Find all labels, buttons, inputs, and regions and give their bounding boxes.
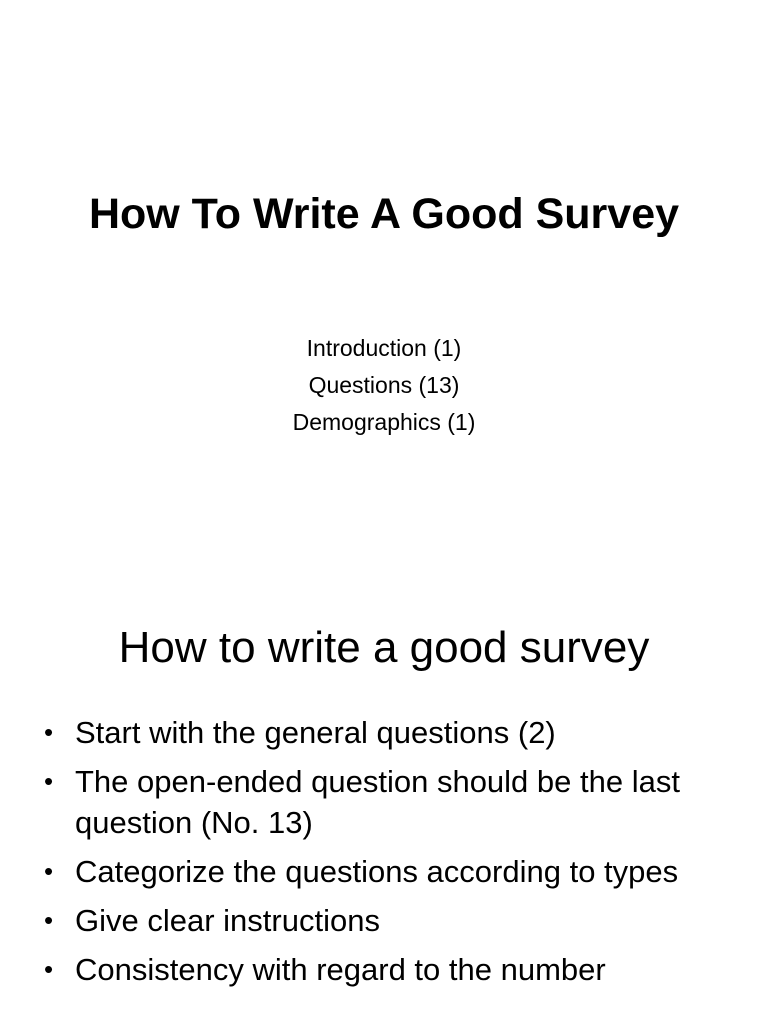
bullet-dot-icon: • xyxy=(44,766,54,796)
slide-2-bullet-list xyxy=(0,712,768,998)
bullet-item xyxy=(0,949,768,990)
bullet-dot-icon: • xyxy=(44,717,54,747)
bullet-dot-icon: • xyxy=(44,954,54,984)
bullet-text: The open-ended question should be the last question (No. 13) xyxy=(75,764,680,840)
contents-item-questions: Questions (13) xyxy=(308,372,460,398)
bullet-text: Give clear instructions xyxy=(75,903,380,938)
bullet-item xyxy=(0,712,768,753)
bullet-item xyxy=(0,761,768,843)
bullet-text: Categorize the questions according to types xyxy=(75,854,679,889)
bullet-dot-icon: • xyxy=(44,856,54,886)
slide-1-title: How To Write A Good Survey xyxy=(88,190,680,238)
bullet-dot-icon: • xyxy=(44,905,54,935)
contents-item-introduction: Introduction (1) xyxy=(306,335,462,361)
bullet-item xyxy=(0,900,768,941)
slide-2 xyxy=(0,576,768,1024)
bullet-text: Consistency with regard to the number xyxy=(75,952,606,987)
slide-2-title: How to write a good survey xyxy=(118,623,650,672)
contents-item-demographics: Demographics (1) xyxy=(292,409,476,435)
slide-1-contents xyxy=(0,330,768,441)
bullet-text: Start with the general questions (2) xyxy=(75,715,556,750)
bullet-item xyxy=(0,851,768,892)
